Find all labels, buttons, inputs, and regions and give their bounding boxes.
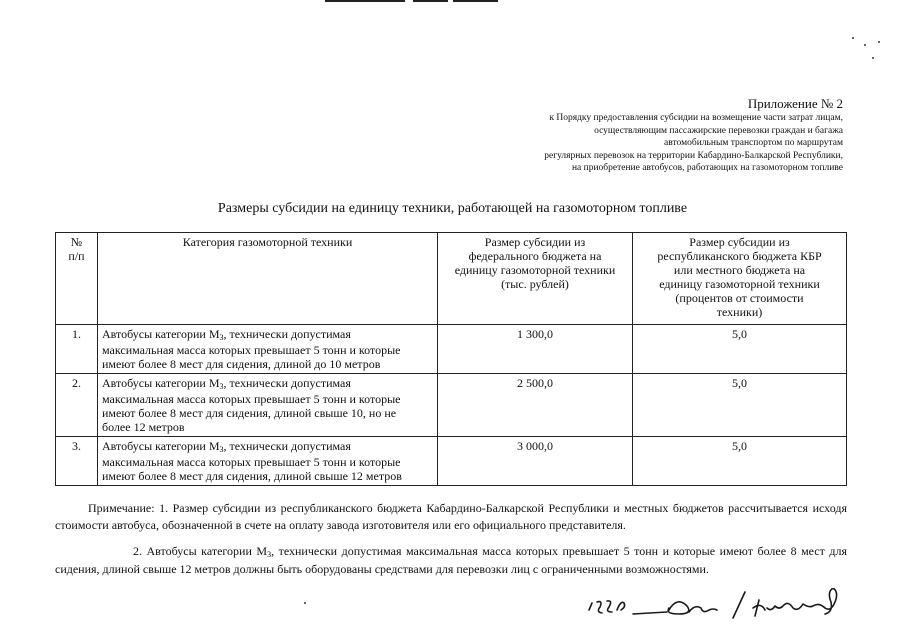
row-regional-percent: 5,0 — [633, 374, 847, 437]
row-category — [98, 437, 438, 486]
header-category: Категория газомоторной техники — [98, 233, 438, 325]
scan-speck — [864, 44, 866, 46]
row-number: 2. — [56, 374, 98, 437]
category-line: имеют более 8 мест для сидения, длиной свыше 10, но не — [102, 406, 397, 420]
top-scan-mark — [325, 0, 500, 3]
header-regional-line: (процентов от стоимости — [675, 291, 804, 305]
handwritten-signature — [585, 588, 860, 632]
header-regional-line: республиканского бюджета КБР — [657, 249, 822, 263]
category-line: более 12 метров — [102, 420, 185, 434]
appendix-line: автомобильным транспортом по маршрутам — [664, 138, 843, 149]
category-line: имеют более 8 мест для сидения, длиной свыше 12 метров — [102, 469, 402, 483]
document-title: Размеры субсидии на единицу техники, работающей на газомоторном топливе — [217, 201, 688, 216]
category-text: Автобусы категории M — [102, 439, 220, 453]
appendix-line: на приобретение автобусов, работающих на газомоторном топливе — [571, 163, 843, 174]
category-line — [102, 439, 433, 455]
category-subscript: 3 — [219, 445, 224, 454]
header-federal-line: (тыс. рублей) — [501, 277, 569, 291]
category-line: максимальная масса которых превышает 5 тонн и которые — [102, 343, 401, 357]
row-category — [98, 374, 438, 437]
subsidy-table — [55, 232, 847, 486]
table-row — [56, 374, 847, 437]
note-1: Примечание: 1. Размер субсидии из республиканского бюджета Кабардино-Балкарской Республики и местных бюджетов рассчитывается исходя стоимости автобуса, обозначенной в счете на оплату завода изготовителя или его официального представителя. — [55, 501, 847, 532]
appendix-line: осуществляющим пассажирские перевозки граждан и багажа — [594, 125, 843, 136]
header-regional-line: или местного бюджета на — [673, 263, 806, 277]
appendix-line: регулярных перевозок на территории Кабардино-Балкарской Республики, — [544, 150, 843, 161]
scan-speck — [878, 41, 880, 43]
category-subscript: 3 — [219, 333, 224, 342]
scan-speck — [304, 602, 306, 604]
header-federal-line: федерального бюджета на — [468, 249, 602, 263]
header-federal-line: Размер субсидии из — [484, 235, 586, 249]
note-2-text: 2. Автобусы категории M — [133, 544, 268, 558]
header-number-line: № — [70, 235, 83, 249]
appendix-title: Приложение № 2 — [747, 96, 843, 111]
row-category — [98, 325, 438, 374]
category-text: , технически допустимая — [223, 439, 351, 453]
table-header-row — [56, 233, 847, 325]
appendix-block — [544, 96, 843, 175]
row-regional-percent: 5,0 — [633, 325, 847, 374]
header-regional-line: единицу газомоторной техники — [659, 277, 820, 291]
row-federal-amount: 1 300,0 — [438, 325, 633, 374]
category-text: , технически допустимая — [223, 327, 351, 341]
category-text: Автобусы категории M — [102, 376, 220, 390]
header-federal — [438, 233, 633, 325]
header-regional-line: техники) — [716, 305, 763, 319]
note-2 — [55, 543, 847, 578]
note-2-text: , технически допустимая максимальная масса которых превышает 5 тонн и которые имеют более 8 мест для сидения, длиной свыше 12 метров должны быть оборудованы средствами для перевозки лиц с ограниченными возможностями. — [55, 544, 848, 576]
category-text: , технически допустимая — [223, 376, 351, 390]
row-number: 1. — [56, 325, 98, 374]
header-regional — [633, 233, 847, 325]
row-regional-percent: 5,0 — [633, 437, 847, 486]
appendix-line: к Порядку предоставления субсидии на возмещение части затрат лицам, — [549, 113, 843, 123]
scan-speck — [852, 37, 854, 39]
table-row — [56, 437, 847, 486]
row-federal-amount: 3 000,0 — [438, 437, 633, 486]
category-line: максимальная масса которых превышает 5 тонн и которые — [102, 392, 401, 406]
header-number-line: п/п — [68, 249, 85, 263]
row-number: 3. — [56, 437, 98, 486]
category-line — [102, 327, 433, 343]
header-number — [56, 233, 98, 325]
scan-speck — [872, 57, 874, 59]
category-line: максимальная масса которых превышает 5 тонн и которые — [102, 455, 401, 469]
header-federal-line: единицу газомоторной техники — [454, 263, 616, 277]
note-2-subscript: 3 — [267, 550, 272, 559]
table-row — [56, 325, 847, 374]
category-line — [102, 376, 433, 392]
header-regional-line: Размер субсидии из — [689, 235, 790, 249]
category-subscript: 3 — [219, 382, 224, 391]
category-text: Автобусы категории M — [102, 327, 220, 341]
row-federal-amount: 2 500,0 — [438, 374, 633, 437]
category-line: имеют более 8 мест для сидения, длиной до 10 метров — [102, 357, 381, 371]
